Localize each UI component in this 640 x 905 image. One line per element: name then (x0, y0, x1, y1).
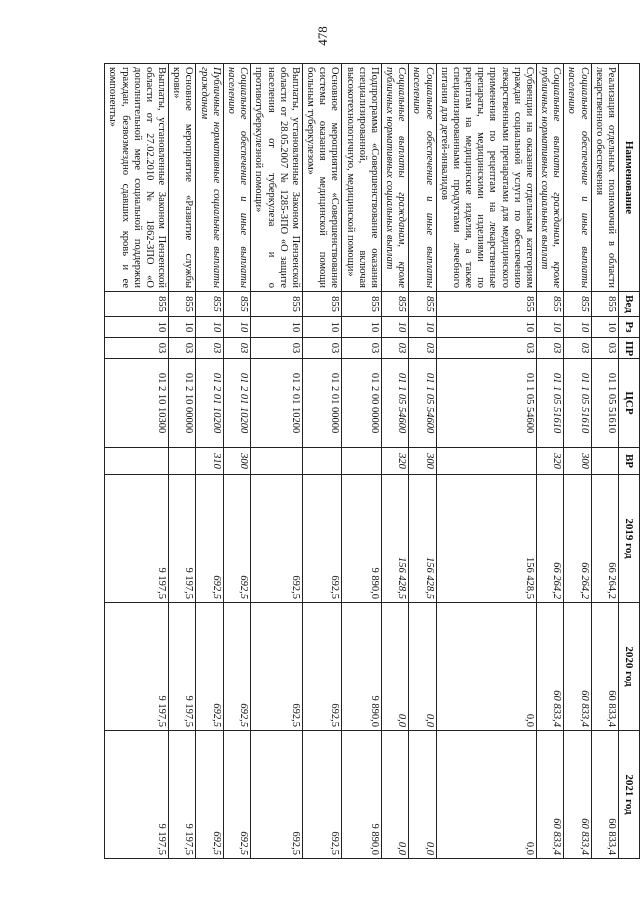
table-row (302, 64, 342, 859)
header-cell: 2019 год (619, 475, 640, 603)
csr-cell: 01 2 10 10300 (105, 359, 169, 448)
name-cell: Социальное обеспечение и иные выплаты населению (564, 64, 591, 292)
table-row (196, 64, 223, 859)
year-2019-cell: 66 264,2 (564, 475, 591, 603)
vr-cell: 300 (223, 448, 250, 475)
csr-cell: 01 1 05 51610 (591, 359, 618, 448)
vr-cell (251, 448, 303, 475)
pr-cell: 03 (564, 338, 591, 359)
year-2021-cell: 0,0 (381, 731, 408, 859)
rz-cell: 10 (591, 317, 618, 338)
csr-cell: 01 1 05 51610 (536, 359, 563, 448)
ved-cell: 855 (381, 292, 408, 317)
rz-cell: 10 (196, 317, 223, 338)
ved-cell: 855 (223, 292, 250, 317)
vr-cell (302, 448, 342, 475)
year-2020-cell: 60 833,4 (591, 603, 618, 731)
year-2020-cell: 60 833,4 (564, 603, 591, 731)
vr-cell: 320 (381, 448, 408, 475)
pr-cell: 03 (105, 338, 169, 359)
ved-cell: 855 (536, 292, 563, 317)
ved-cell: 855 (342, 292, 382, 317)
header-cell: ЦСР (619, 359, 640, 448)
year-2019-cell: 156 428,5 (436, 475, 536, 603)
year-2021-cell: 692,5 (251, 731, 303, 859)
year-2020-cell: 9 197,5 (105, 603, 169, 731)
csr-cell: 01 2 01 10200 (196, 359, 223, 448)
year-2021-cell: 0,0 (409, 731, 436, 859)
rz-cell: 10 (381, 317, 408, 338)
vr-cell (342, 448, 382, 475)
rz-cell: 10 (564, 317, 591, 338)
ved-cell: 855 (436, 292, 536, 317)
header-cell: Наименование (619, 64, 640, 292)
year-2020-cell: 692,5 (251, 603, 303, 731)
year-2021-cell: 692,5 (196, 731, 223, 859)
ved-cell: 855 (409, 292, 436, 317)
table-row (564, 64, 591, 859)
header-row (619, 64, 640, 859)
table-row (342, 64, 382, 859)
csr-cell: 01 1 05 51610 (564, 359, 591, 448)
pr-cell: 03 (342, 338, 382, 359)
name-cell: Социальные выплаты гражданам, кроме публичных нормативных социальных выплат (536, 64, 563, 292)
vr-cell (436, 448, 536, 475)
vr-cell (591, 448, 618, 475)
pr-cell: 03 (302, 338, 342, 359)
vr-cell (105, 448, 169, 475)
name-cell: Основное мероприятие «Развитие службы крови» (169, 64, 196, 292)
rz-cell: 10 (105, 317, 169, 338)
vr-cell (169, 448, 196, 475)
rz-cell: 10 (251, 317, 303, 338)
csr-cell: 01 2 01 00000 (302, 359, 342, 448)
rz-cell: 10 (169, 317, 196, 338)
year-2019-cell: 9 197,5 (169, 475, 196, 603)
csr-cell: 01 1 05 54600 (409, 359, 436, 448)
year-2021-cell: 60 833,4 (591, 731, 618, 859)
year-2019-cell: 692,5 (223, 475, 250, 603)
rz-cell: 10 (536, 317, 563, 338)
name-cell: Субвенции на оказание отдельным категориям граждан социальной услуги по обеспечению лекарственными препаратами для медицинского применения по рецептам на лекарственные препараты, медицинскими изделиями по рецептам на медицинские изделия, а также специализированными продуктами лечебного питания для детей-инвалидов (436, 64, 536, 292)
year-2019-cell: 692,5 (302, 475, 342, 603)
year-2021-cell: 60 833,4 (564, 731, 591, 859)
year-2019-cell: 692,5 (196, 475, 223, 603)
rz-cell: 10 (342, 317, 382, 338)
year-2021-cell: 9 197,5 (169, 731, 196, 859)
year-2020-cell: 0,0 (409, 603, 436, 731)
ved-cell: 855 (564, 292, 591, 317)
csr-cell: 01 2 01 10200 (223, 359, 250, 448)
pr-cell: 03 (251, 338, 303, 359)
pr-cell: 03 (196, 338, 223, 359)
year-2021-cell: 0,0 (436, 731, 536, 859)
name-cell: Выплаты, установленные Законом Пензенской области от 28.05.2007 № 1285-ЗПО «О защите населения от туберкулеза и о противотуберкулезной помощи» (251, 64, 303, 292)
vr-cell: 300 (409, 448, 436, 475)
name-cell: Социальное обеспечение и иные выплаты населению (409, 64, 436, 292)
rz-cell: 10 (409, 317, 436, 338)
pr-cell: 03 (536, 338, 563, 359)
rz-cell: 10 (302, 317, 342, 338)
csr-cell: 01 2 01 10200 (251, 359, 303, 448)
table-row (381, 64, 408, 859)
year-2019-cell: 66 264,2 (591, 475, 618, 603)
vr-cell: 310 (196, 448, 223, 475)
year-2019-cell: 692,5 (251, 475, 303, 603)
year-2020-cell: 692,5 (223, 603, 250, 731)
table-row (251, 64, 303, 859)
name-cell: Социальные выплаты гражданам, кроме публичных нормативных социальных выплат (381, 64, 408, 292)
csr-cell: 01 2 10 00000 (169, 359, 196, 448)
name-cell: Подпрограмма «Совершенствование оказания специализированной, включая высокотехнологичную, медицинской помощи» (342, 64, 382, 292)
year-2020-cell: 9 890,0 (342, 603, 382, 731)
pr-cell: 03 (223, 338, 250, 359)
rz-cell: 10 (223, 317, 250, 338)
header-cell: 2020 год (619, 603, 640, 731)
name-cell: Основное мероприятие «Совершенствование системы оказания медицинской помощи больным туберкулезом» (302, 64, 342, 292)
csr-cell: 01 2 00 00000 (342, 359, 382, 448)
year-2019-cell: 66 264,2 (536, 475, 563, 603)
ved-cell: 855 (196, 292, 223, 317)
year-2020-cell: 0,0 (381, 603, 408, 731)
page-number: 478 (315, 26, 330, 46)
header-cell: ВР (619, 448, 640, 475)
ved-cell: 855 (591, 292, 618, 317)
name-cell: Реализация отдельных полномочий в области лекарственного обеспечения (591, 64, 618, 292)
ved-cell: 855 (302, 292, 342, 317)
table-row (223, 64, 250, 859)
pr-cell: 03 (436, 338, 536, 359)
rz-cell: 10 (436, 317, 536, 338)
vr-cell: 300 (564, 448, 591, 475)
year-2019-cell: 156 428,5 (409, 475, 436, 603)
table-row (536, 64, 563, 859)
table-row (105, 64, 169, 859)
year-2020-cell: 0,0 (436, 603, 536, 731)
year-2019-cell: 9 890,0 (342, 475, 382, 603)
pr-cell: 03 (381, 338, 408, 359)
pr-cell: 03 (409, 338, 436, 359)
table-row (436, 64, 536, 859)
vr-cell: 320 (536, 448, 563, 475)
year-2020-cell: 692,5 (302, 603, 342, 731)
ved-cell: 855 (251, 292, 303, 317)
pr-cell: 03 (169, 338, 196, 359)
header-cell: 2021 год (619, 731, 640, 859)
table-row (169, 64, 196, 859)
year-2021-cell: 692,5 (302, 731, 342, 859)
header-cell: Вед (619, 292, 640, 317)
header-cell: ПР (619, 338, 640, 359)
year-2021-cell: 9 197,5 (105, 731, 169, 859)
name-cell: Публичные нормативные социальные выплаты гражданам (196, 64, 223, 292)
rotated-page (107, 63, 640, 858)
ved-cell: 855 (169, 292, 196, 317)
ved-cell: 855 (105, 292, 169, 317)
year-2019-cell: 156 428,5 (381, 475, 408, 603)
table-row (591, 64, 618, 859)
csr-cell: 01 1 05 54600 (436, 359, 536, 448)
year-2021-cell: 692,5 (223, 731, 250, 859)
budget-table (104, 63, 640, 859)
pr-cell: 03 (591, 338, 618, 359)
csr-cell: 01 1 05 54600 (381, 359, 408, 448)
year-2020-cell: 9 197,5 (169, 603, 196, 731)
name-cell: Социальное обеспечение и иные выплаты населению (223, 64, 250, 292)
header-cell: Рз (619, 317, 640, 338)
name-cell: Выплаты, установленные Законом Пензенской области от 27.02.2010 № 1862-ЗПО «О дополнительной мере социальной поддержки граждан, безвозмездно сдавших кровь и ее компоненты» (105, 64, 169, 292)
year-2019-cell: 9 197,5 (105, 475, 169, 603)
year-2021-cell: 60 833,4 (536, 731, 563, 859)
year-2021-cell: 9 890,0 (342, 731, 382, 859)
year-2020-cell: 60 833,4 (536, 603, 563, 731)
year-2020-cell: 692,5 (196, 603, 223, 731)
table-row (409, 64, 436, 859)
table-body (105, 64, 619, 859)
